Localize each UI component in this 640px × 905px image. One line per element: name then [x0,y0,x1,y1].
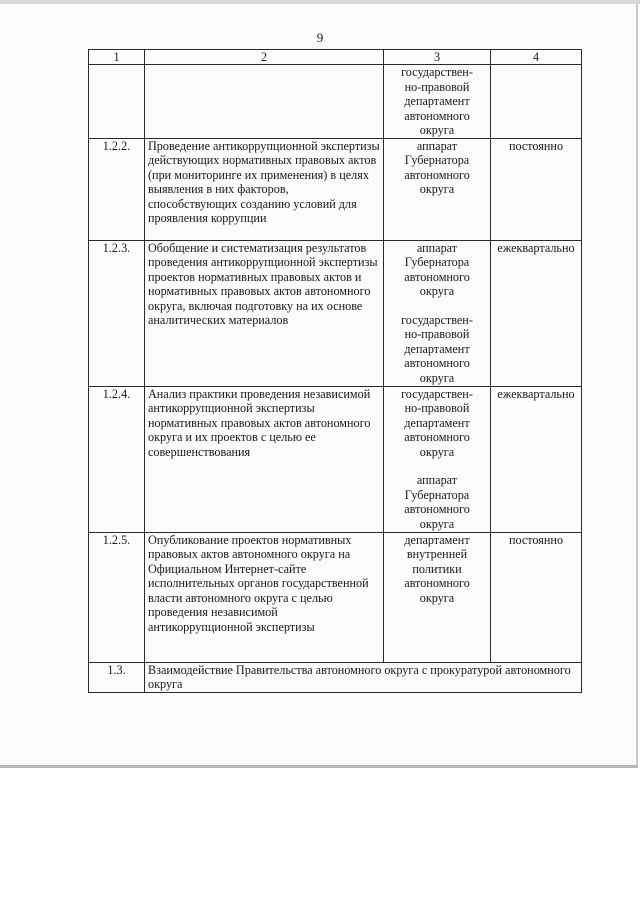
table-header-row [89,50,582,65]
header-col-2: 2 [145,50,384,65]
row-number: 1.2.5. [89,532,145,662]
header-col-3: 3 [384,50,491,65]
period-cell: постоянно [491,532,582,662]
executor-line: внутренней [406,547,468,561]
executor-line: автономного [404,167,470,182]
section-row [89,662,582,692]
executor-cell [384,240,491,386]
executor-line: аппарат [416,473,458,487]
executor-line: но-правовой [404,401,470,415]
executor-line: аппарат [416,138,458,153]
executor-line: автономного [404,108,470,123]
section-number: 1.3. [89,662,145,692]
executor-line: автономного [404,502,470,516]
measure-text [145,65,384,139]
measure-text: Обобщение и систематизация результатов проведения антикоррупционной экспертизы проектов нормативных правовых актов и нормативных правовых актов автономного округа, включая подготовку на их основе аналитических материалов [145,240,384,386]
measures-table [88,49,582,693]
header-col-4: 4 [491,50,582,65]
scan-top-edge [0,0,640,4]
measure-text: Анализ практики проведения независимой антикоррупционной экспертизы нормативных правовых актов автономного округа и их проектов с целью ее совершенствования [145,386,384,532]
executor-line: округа [419,123,455,137]
executor-line: округа [419,444,455,459]
executor-line: аппарат [416,240,458,255]
executor-line: Губернатора [404,487,470,502]
section-title: Взаимодействие Правительства автономного округа с прокуратурой автономного округа [145,662,582,692]
executor-line: политики [412,561,462,576]
executor-line: но-правовой [404,79,470,94]
executor-cell [384,138,491,240]
period-cell [491,65,582,139]
executor-line: государствен- [401,65,473,79]
executor-line: государствен- [401,312,473,327]
period-cell: ежеквартально [491,240,582,386]
measure-text: Опубликование проектов нормативных правовых актов автономного округа на Официальном Интернет-сайте исполнительных органов государственной власти автономного округа с целью проведения независимой антикоррупционной экспертизы [145,532,384,662]
table-row [89,240,582,386]
row-number: 1.2.2. [89,138,145,240]
executor-line: округа [419,182,455,196]
row-number: 1.2.3. [89,240,145,386]
executor-line: округа [419,284,455,298]
executor-cell [384,65,491,139]
executor-line: но-правовой [404,327,470,341]
executor-line: округа [419,370,455,385]
period-cell: постоянно [491,138,582,240]
header-col-1: 1 [89,50,145,65]
executor-line: округа [419,590,455,605]
table-row [89,138,582,240]
row-number: 1.2.4. [89,386,145,532]
executor-line: департамент [404,94,470,108]
executor-line: государствен- [401,386,473,401]
executor-line: Губернатора [404,153,470,167]
measure-text: Проведение антикоррупционной экспертизы действующих нормативных правовых актов (при мониторинге их применения) в целях выявления в них факторов, способствующих созданию условий для проявления коррупции [145,138,384,240]
executor-line: автономного [404,356,470,370]
executor-cell [384,532,491,662]
executor-line: автономного [404,269,470,284]
executor-line: округа [419,516,455,531]
executor-line: департамент [404,532,470,547]
period-cell: ежеквартально [491,386,582,532]
executor-line: Губернатора [404,255,470,269]
executor-cell [384,386,491,532]
table-row [89,386,582,532]
page-number: 9 [316,30,324,45]
executor-line: департамент [404,341,470,356]
row-number [89,65,145,139]
table-row [89,65,582,139]
table-row [89,532,582,662]
executor-line: автономного [404,430,470,444]
executor-line: автономного [404,576,470,590]
executor-line: департамент [404,415,470,430]
